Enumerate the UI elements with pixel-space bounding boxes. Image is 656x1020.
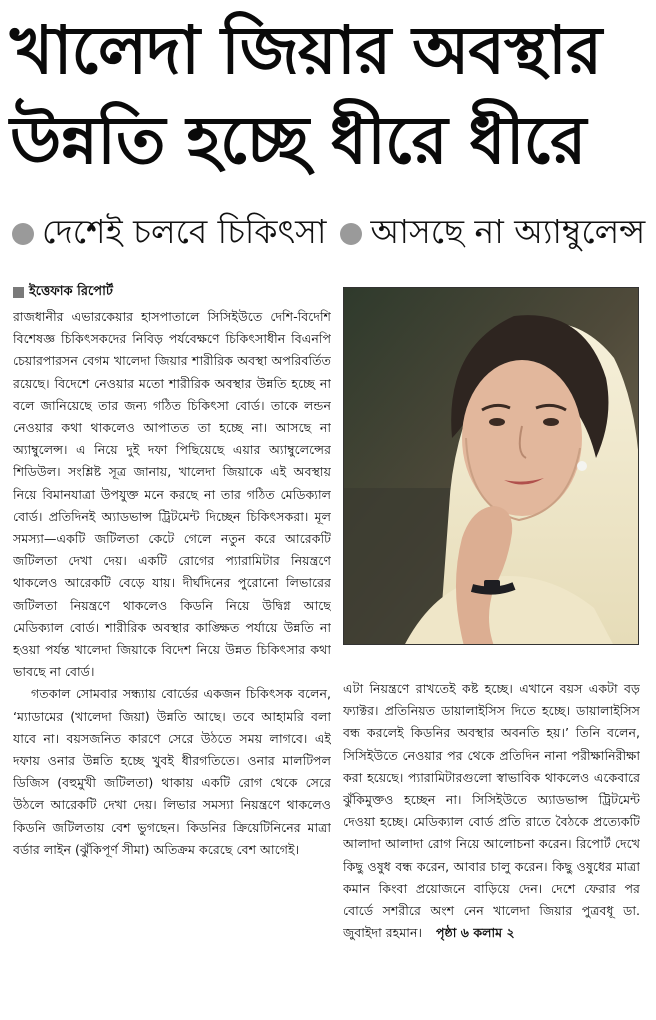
article-column-left bbox=[13, 306, 331, 1006]
subheadlines bbox=[12, 206, 648, 262]
bullet-icon bbox=[340, 223, 362, 245]
byline-text: ইত্তেফাক রিপোর্ট bbox=[29, 283, 113, 299]
byline bbox=[13, 282, 113, 302]
article-column-right bbox=[343, 678, 640, 1008]
article-paragraph-2: গতকাল সোমবার সন্ধ্যায় বোর্ডের একজন চিকিৎসক বলেন, ‘ম্যাডামের (খালেদা জিয়া) উন্নতি আছে। তবে আহামরি বলা যাবে না। বয়সজনিত কারণে সেরে উঠতে সময় লাগবে। এই দফায় ওনার উন্নতি হচ্ছে খুবই ধীরগতিতে। ওনার মালটিপল ডিজিস (বহুমুখী জটিলতা) থাকায় একটি রোগ থেকে সেরে উঠলে আরেকটি দেখা দেয়। লিভার সমস্যা নিয়ন্ত্রণে থাকলেও কিডনি জটিলতায় বেশ ভুগছেন। কিডনির ক্রিয়েটিনিনের মাত্রা বর্ডার লাইন (ঝুঁকিপূর্ণ সীমা) অতিক্রম করেছে বেশ আগেই। bbox=[13, 686, 331, 857]
headline-line-1: খালেদা জিয়ার অবস্থার bbox=[10, 12, 602, 89]
subheadline-2: আসছে না অ্যাম্বুলেন্স bbox=[370, 212, 646, 251]
headline bbox=[10, 6, 646, 186]
article-paragraph-3-text: এটা নিয়ন্ত্রণে রাখতেই কষ্ট হচ্ছে। এখানে বয়স একটা বড় ফ্যাক্টর। প্রতিনিয়ত ডায়ালাইসিস দিতে হচ্ছে। ডায়ালাইসিস বন্ধ করলেই কিডনির অবস্থার অবনতি হয়।’ তিনি বলেন, সিসিইউতে নেওয়ার পর থেকে প্রতিদিন নানা পরীক্ষানিরীক্ষা করা হয়েছে। প্যারামিটারগুলো স্বাভাবিক থাকলেও একেবারে ঝুঁকিমুক্তও হচ্ছেন না। সিসিইউতে অ্যাডভান্স ট্রিটমেন্ট দেওয়া হচ্ছে। মেডিক্যাল বোর্ড প্রতি রাতে বৈঠকে প্রত্যেকটি আলাদা আলাদা রোগ নিয়ে আলোচনা করেন। রিপোর্ট দেখে কিছু ওষুধ বন্ধ করেন, আবার চালু করেন। কিছু ওষুধের মাত্রা কমান কিংবা প্রয়োজনে বাড়িয়ে দেন। দেশে ফেরার পর বোর্ডে সশরীরে অংশ নেন খালেদা জিয়ার পুত্রবধূ ডা. জুবাইদা রহমান। bbox=[343, 681, 640, 941]
headline-line-2: উন্নতি হচ্ছে ধীরে ধীরে bbox=[10, 102, 586, 179]
article-paragraph-3 bbox=[343, 678, 640, 944]
square-marker-icon bbox=[13, 287, 24, 298]
portrait-illustration bbox=[344, 288, 639, 645]
bullet-icon bbox=[12, 223, 34, 245]
article-photo bbox=[343, 287, 639, 645]
article-paragraph-1: রাজধানীর এভারকেয়ার হাসপাতালে সিসিইউতে দেশি-বিদেশি বিশেষজ্ঞ চিকিৎসকদের নিবিড় পর্যবেক্ষণে চিকিৎসাধীন বিএনপি চেয়ারপারসন বেগম খালেদা জিয়ার শারীরিক অবস্থা অপরিবর্তিত রয়েছে। বিদেশে নেওয়ার মতো শারীরিক অবস্থার উন্নতি হচ্ছে না বলে জানিয়েছে তার জন্য গঠিত চিকিৎসা বোর্ড। তাকে লন্ডন নেওয়ার কথা থাকলেও আপাতত তা হচ্ছে না। আসছে না অ্যাম্বুলেন্স। এ নিয়ে দুই দফা পিছিয়েছে এয়ার অ্যাম্বুলেন্সের শিডিউল। সংশ্লিষ্ট সূত্র জানায়, খালেদা জিয়াকে এই অবস্থায় নিয়ে বিমানযাত্রা উপযুক্ত মনে করছে না তার গঠিত মেডিক্যাল বোর্ড। প্রতিদিনই অ্যাডভান্স ট্রিটমেন্ট দিচ্ছেন চিকিৎসকরা। মূল সমস্যা—একটি জটিলতা কেটে গেলে নতুন করে আরেকটি জটিলতা দেখা দেয়। একটি রোগের প্যারামিটার নিয়ন্ত্রণে থাকলেও আরেকটি বেড়ে যায়। দীর্ঘদিনের পুরোনো লিভারের জটিলতা নিয়ন্ত্রণে থাকলেও কিডনি নিয়ে উদ্বিগ্ন আছে মেডিক্যাল বোর্ড। শারীরিক অবস্থার কাঙ্ক্ষিত পর্যায়ে উন্নতি না হওয়া পর্যন্ত খালেদা জিয়াকে বিদেশ নিয়ে উন্নত চিকিৎসার কথা ভাবছে না বোর্ড। bbox=[13, 309, 331, 680]
subheadline-1: দেশেই চলবে চিকিৎসা bbox=[42, 212, 327, 251]
continued-on-page-link[interactable]: পৃষ্ঠা ৬ কলাম ২ bbox=[435, 925, 515, 941]
